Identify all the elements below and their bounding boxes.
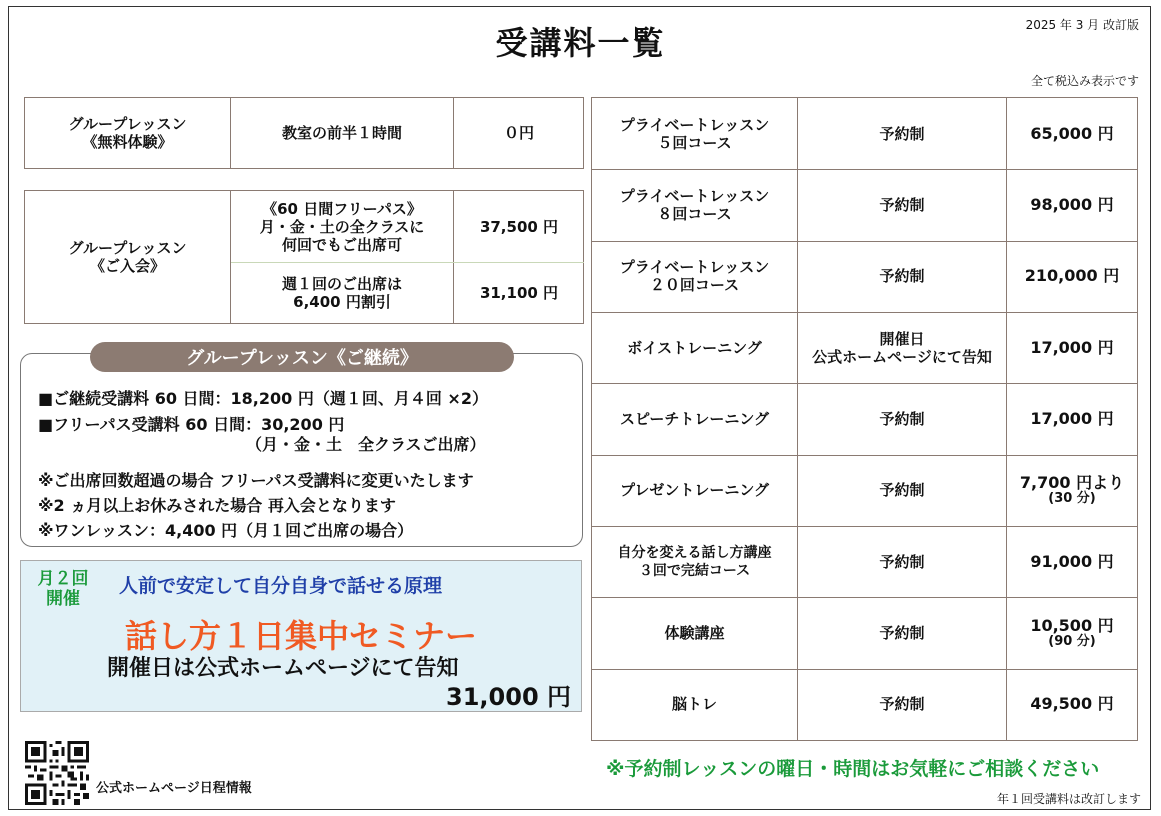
- seminar-title: 話し方１日集中セミナー: [124, 617, 477, 655]
- course-price-value: 65,000 円: [1030, 123, 1114, 143]
- course-name: [592, 597, 797, 668]
- seminar-price: 31,000 円: [446, 683, 571, 711]
- course-name-line: プライベートレッスン: [619, 115, 770, 134]
- tax-note: 全て税込み表示です: [1030, 74, 1139, 88]
- course-condition-line: 予約制: [879, 267, 925, 286]
- course-price: [1007, 526, 1137, 597]
- trial-name-line2: 《無料体験》: [82, 133, 173, 151]
- course-name-line: ５回コース: [657, 133, 732, 152]
- free-pass-line3: 何回でもご出席可: [281, 235, 402, 254]
- course-condition-line: 開催日: [879, 329, 925, 348]
- course-name-line: プレゼントレーニング: [619, 481, 770, 500]
- course-price-value: 210,000 円: [1024, 266, 1120, 286]
- revision-label: 2025 年 3 月 改訂版: [1025, 18, 1139, 32]
- course-condition-line: 予約制: [879, 195, 925, 214]
- free-pass-description: [231, 191, 453, 262]
- course-condition-line: 予約制: [879, 552, 925, 571]
- course-name: [592, 312, 797, 383]
- course-condition-line: 予約制: [879, 623, 925, 642]
- course-condition-line: 予約制: [879, 695, 925, 714]
- weekly-line1: 週１回のご出席は: [281, 275, 402, 293]
- continuation-line1: ■ご継続受講料 60 日間：18,200 円（週１回、月４回 ×2）: [38, 389, 488, 408]
- continuation-line3: （月・金・土 全クラスご出席）: [246, 435, 486, 454]
- trial-table: [24, 97, 584, 169]
- enrollment-name: [25, 191, 230, 323]
- course-price-value: 98,000 円: [1030, 194, 1114, 214]
- page-title: 受講料一覧: [495, 24, 666, 62]
- seminar-badge: [27, 569, 99, 609]
- course-condition: [798, 383, 1006, 454]
- course-name-line: プライベートレッスン: [619, 186, 770, 205]
- course-name-line: ２０回コース: [649, 276, 740, 295]
- course-name: [592, 669, 797, 740]
- course-name-line: 体験講座: [664, 623, 725, 642]
- free-pass-line1: 《60 日間フリーパス》: [262, 199, 422, 218]
- course-price-value: 91,000 円: [1030, 551, 1114, 571]
- course-condition-line: 予約制: [879, 409, 925, 428]
- free-pass-line2: 月・金・土の全クラスに: [259, 217, 425, 236]
- course-price-value: 17,000 円: [1030, 408, 1114, 428]
- course-price-note: (30 分): [1048, 491, 1096, 507]
- course-name: [592, 98, 797, 169]
- qr-label: 公式ホームページ日程情報: [96, 781, 252, 796]
- course-price: [1007, 455, 1137, 526]
- seminar-badge-line1: 月２回: [37, 569, 89, 589]
- course-condition: [798, 455, 1006, 526]
- course-price: [1007, 98, 1137, 169]
- course-condition: [798, 241, 1006, 312]
- reservation-note: ※予約制レッスンの曜日・時間はお気軽にご相談ください: [606, 758, 1100, 780]
- course-name-line: 自分を変える話し方講座: [617, 544, 772, 561]
- course-condition: [798, 98, 1006, 169]
- course-name-line: ボイストレーニング: [627, 338, 762, 357]
- weekly-line2: 6,400 円割引: [293, 293, 391, 311]
- qr-code-graphic: [25, 741, 89, 805]
- course-condition: [798, 597, 1006, 668]
- trial-name-line1: グループレッスン: [68, 115, 187, 133]
- weekly-price: 31,100 円: [479, 284, 559, 302]
- course-condition: [798, 669, 1006, 740]
- weekly-description: [231, 263, 453, 323]
- course-condition: [798, 526, 1006, 597]
- enrollment-name-line2: 《ご入会》: [89, 257, 165, 275]
- course-price: [1007, 383, 1137, 454]
- course-price-value: 10,500 円: [1030, 615, 1114, 635]
- course-price-value: 17,000 円: [1030, 337, 1114, 357]
- course-name-line: プライベートレッスン: [619, 258, 770, 277]
- continuation-note1: ※ご出席回数超過の場合 フリーパス受講料に変更いたします: [38, 471, 474, 490]
- trial-description: 教室の前半１時間: [281, 124, 402, 142]
- qr-code-icon[interactable]: [25, 741, 89, 805]
- course-condition: [798, 169, 1006, 240]
- continuation-line2: ■フリーパス受講料 60 日間：30,200 円: [38, 415, 345, 434]
- right-price-table: [591, 97, 1138, 741]
- course-price: [1007, 669, 1137, 740]
- course-name-line: ３回で完結コース: [638, 562, 751, 579]
- course-name: [592, 241, 797, 312]
- seminar-box: [20, 560, 582, 712]
- continuation-note3: ※ワンレッスン：4,400 円（月１回ご出席の場合）: [38, 521, 414, 540]
- course-price: [1007, 597, 1137, 668]
- course-condition-line: 予約制: [879, 481, 925, 500]
- revision-note: 年１回受講料は改訂します: [996, 792, 1141, 806]
- course-price-value: 49,500 円: [1030, 694, 1114, 714]
- course-condition-line: 予約制: [879, 124, 925, 143]
- course-price: [1007, 312, 1137, 383]
- course-name-line: スピーチトレーニング: [619, 409, 770, 428]
- course-name: [592, 526, 797, 597]
- course-name-line: 脳トレ: [671, 695, 717, 714]
- course-name: [592, 383, 797, 454]
- trial-price: ０円: [503, 124, 534, 142]
- seminar-schedule: 開催日は公式ホームページにて告知: [107, 656, 459, 681]
- course-name-line: ８回コース: [657, 204, 732, 223]
- course-price-value: 7,700 円より: [1019, 473, 1125, 493]
- course-name: [592, 455, 797, 526]
- seminar-subtitle: 人前で安定して自分自身で話せる原理: [119, 575, 443, 597]
- free-pass-price: 37,500 円: [479, 217, 559, 236]
- enrollment-table: [24, 190, 584, 324]
- course-name: [592, 169, 797, 240]
- course-price: [1007, 169, 1137, 240]
- course-price-note: (90 分): [1048, 633, 1096, 649]
- continuation-note2: ※2 ヵ月以上お休みされた場合 再入会となります: [38, 496, 396, 515]
- course-condition: [798, 312, 1006, 383]
- course-price: [1007, 241, 1137, 312]
- enrollment-name-line1: グループレッスン: [68, 239, 187, 257]
- trial-name: [25, 98, 230, 168]
- course-condition-line: 公式ホームページにて告知: [812, 347, 992, 366]
- seminar-badge-line2: 開催: [46, 589, 80, 609]
- continuation-title: グループレッスン《ご継続》: [90, 342, 514, 372]
